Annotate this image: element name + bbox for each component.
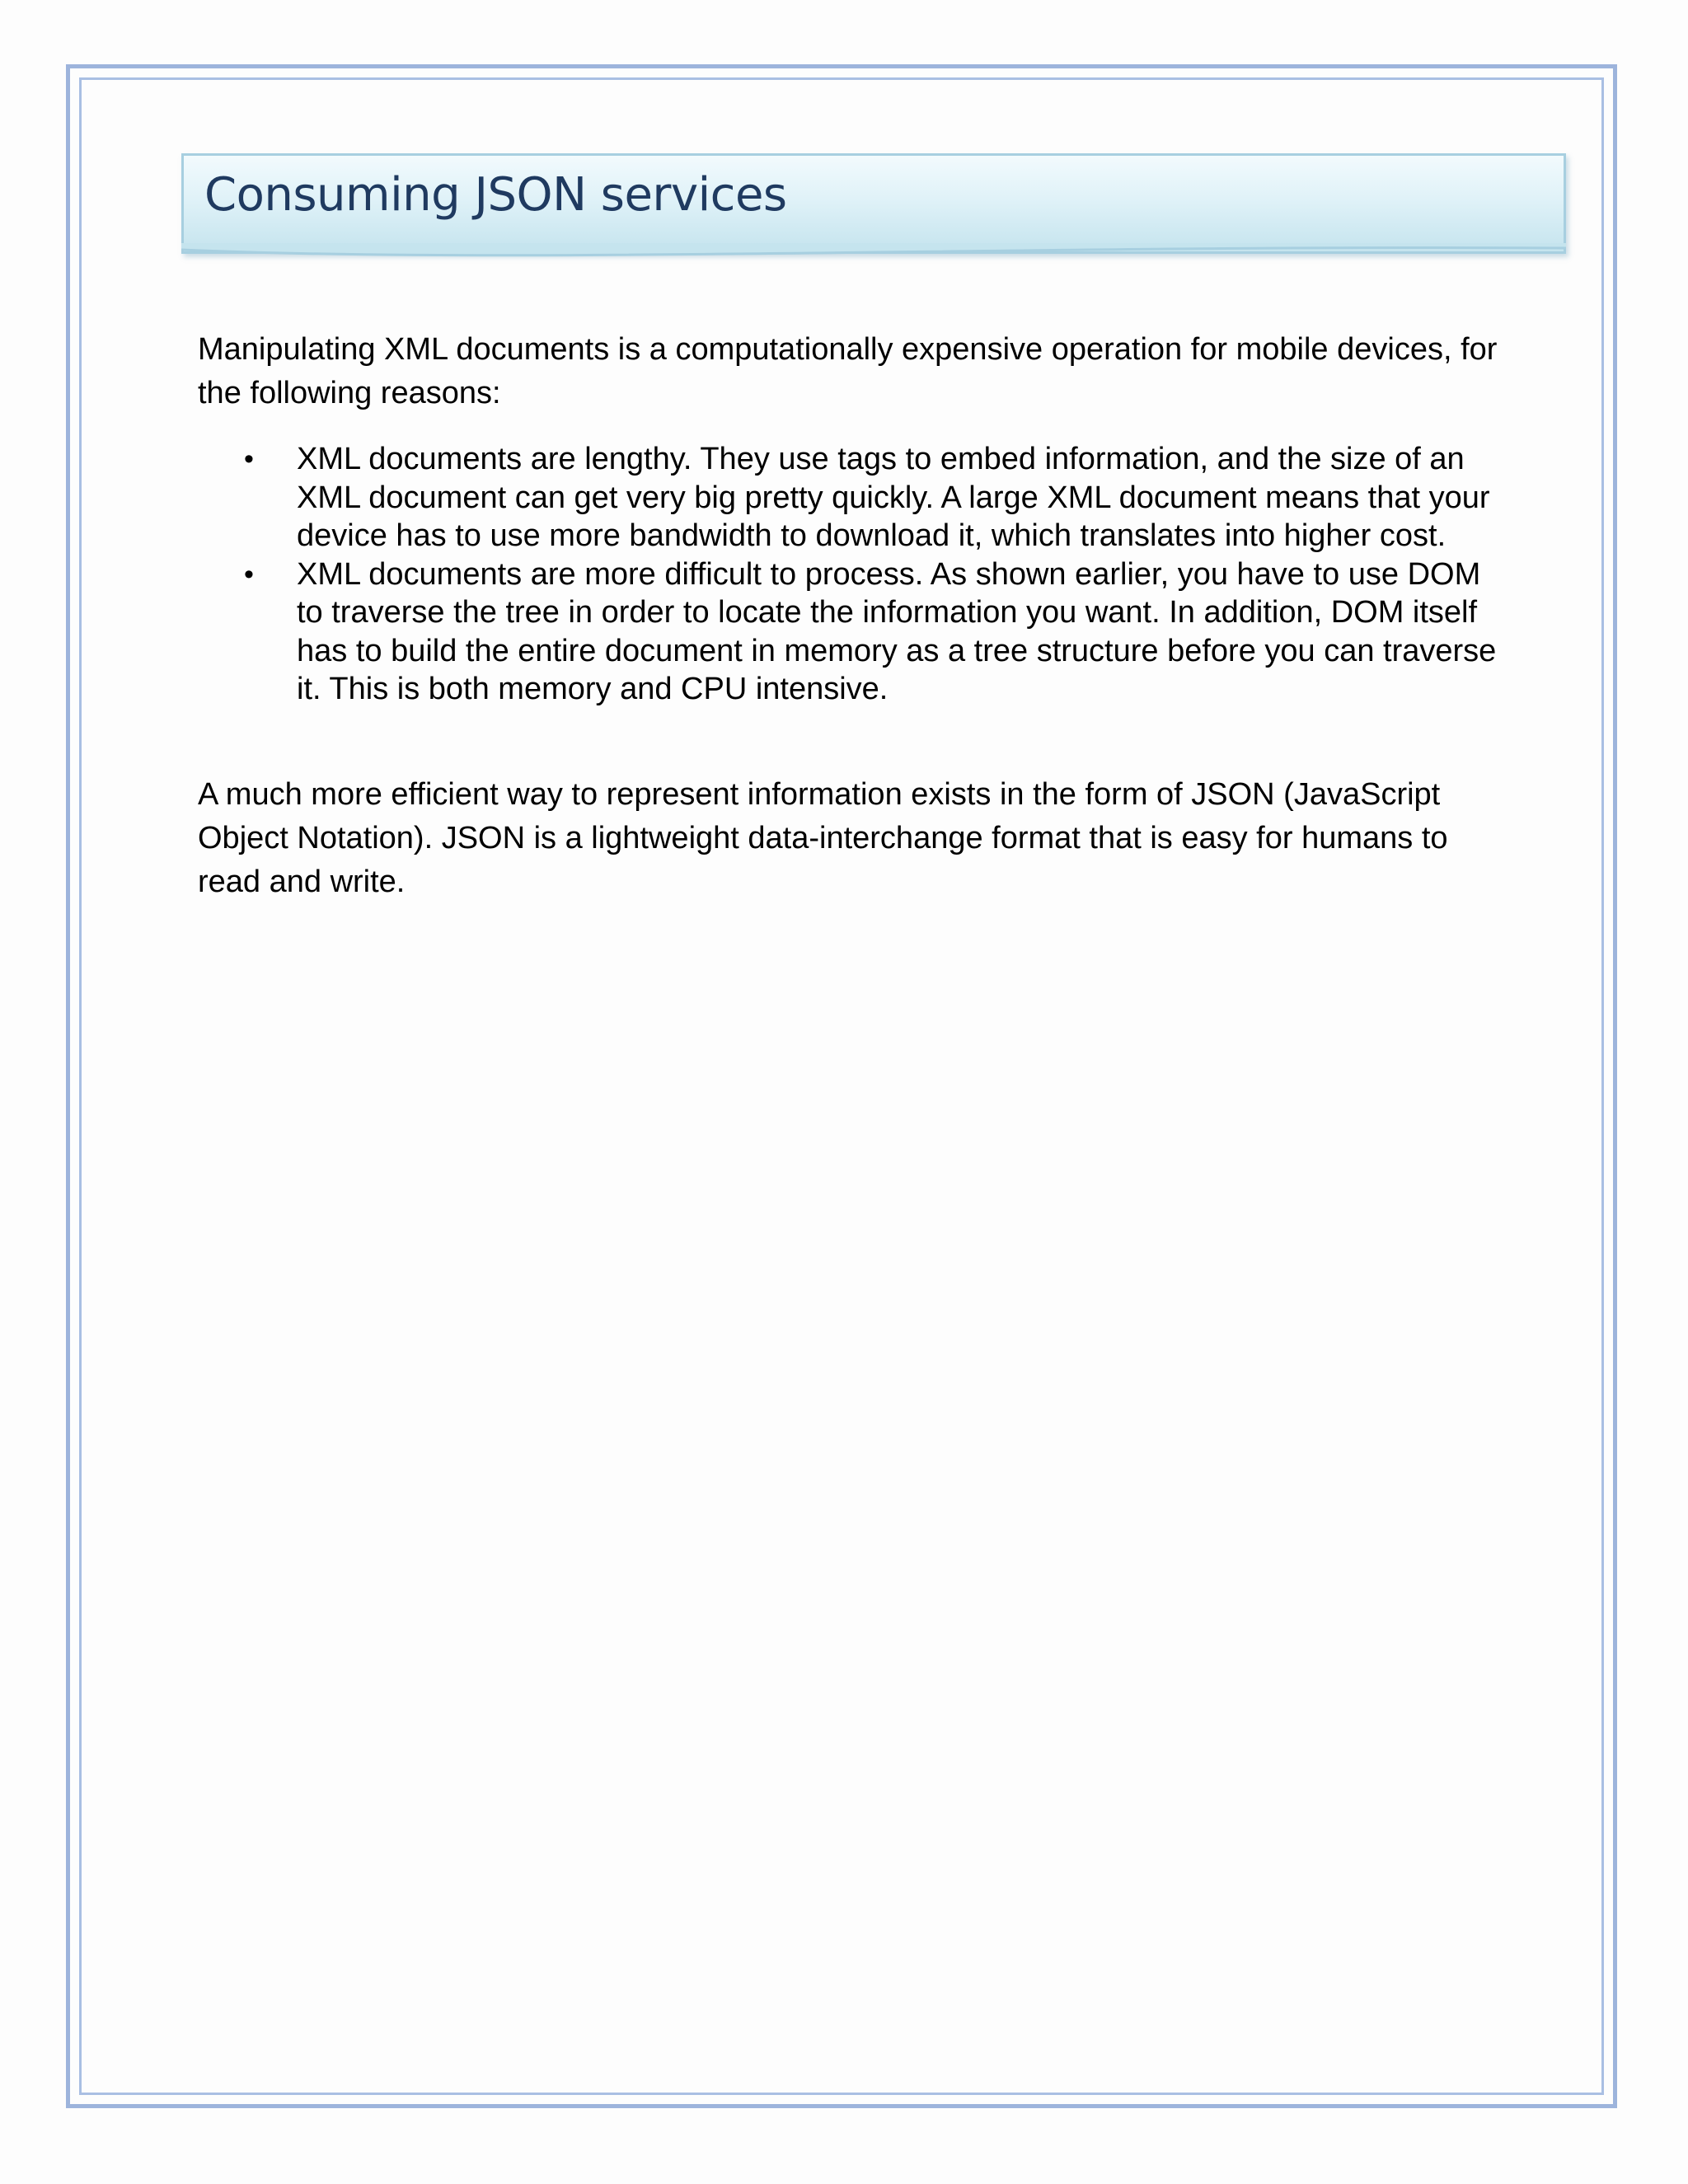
page-title: Consuming JSON services: [204, 168, 787, 222]
list-item-text: XML documents are lengthy. They use tags to embed information, and the size of an XML document can get very big pretty quickly. A large XML document means that your device has to use more bandwidth to download it, which translates into higher cost.: [297, 442, 1490, 553]
document-body: [198, 328, 1500, 904]
list-item: [198, 440, 1500, 555]
bullet-icon: •: [244, 558, 254, 590]
bullet-icon: •: [244, 443, 254, 475]
title-banner-wave: [181, 243, 1566, 268]
reasons-list: [198, 440, 1500, 709]
list-item-text: XML documents are more difficult to process. As shown earlier, you have to use DOM to traverse the tree in order to locate the information you want. In addition, DOM itself has to build the entire document in memory as a tree structure before you can traverse it. This is both memory and CPU intensive.: [297, 556, 1497, 706]
intro-paragraph: Manipulating XML documents is a computationally expensive operation for mobile devices, for the following reasons:: [198, 332, 1498, 410]
closing-paragraph: A much more efficient way to represent information exists in the form of JSON (JavaScript Object Notation). JSON is a lightweight data-interchange format that is easy for humans to read and write.: [198, 776, 1448, 899]
list-item: [198, 555, 1500, 709]
